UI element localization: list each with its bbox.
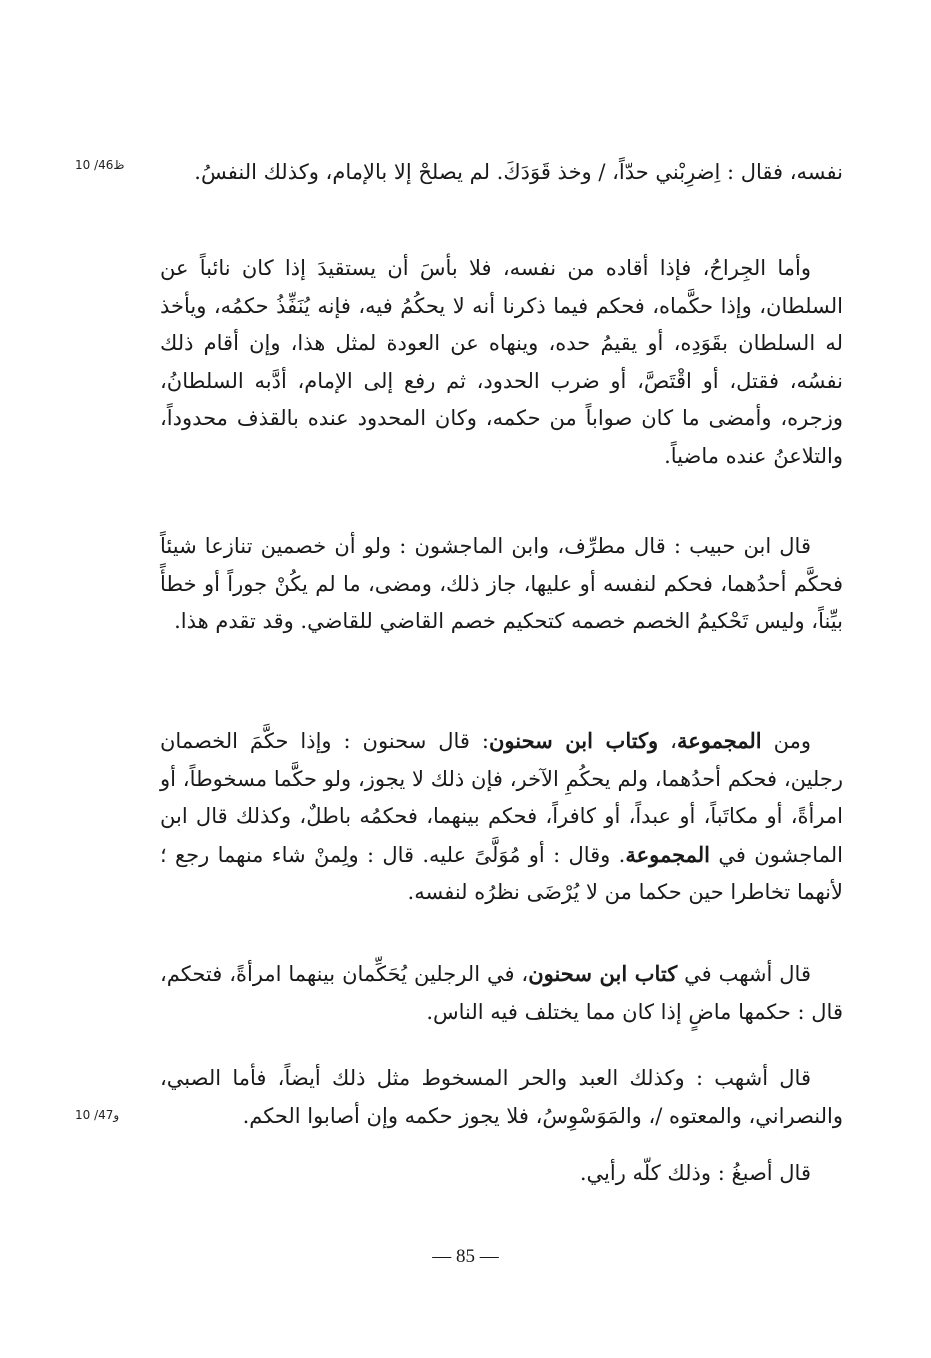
paragraph-6 (160, 1060, 843, 1135)
paragraph-text: نفسه، فقال : اِضرِبْني حدّاً، / وخذ قَوَدَكَ. لم يصلحْ إلا بالإمام، وكذلك النفسُ. (194, 160, 843, 184)
paragraph-1 (160, 154, 843, 192)
book-title: وكتاب ابن سحنون (488, 728, 659, 753)
paragraph-2 (160, 250, 843, 475)
paragraph-text: قال أشهب : وكذلك العبد والحر المسخوط مثل ذلك أيضاً، فأما الصبي، والنصراني، والمعتوه /، والمَوَسْوِسُ، فلا يجوز حكمه وإن أصابوا الحكم. (160, 1066, 843, 1128)
text-run: ، (658, 729, 677, 753)
paragraph-3 (160, 528, 843, 641)
paragraph-5 (160, 955, 843, 1031)
text-run: ومن (761, 729, 811, 753)
folio-note-47: 10 /47و (75, 1108, 120, 1122)
paragraph-text: وأما الجِراحُ، فإذا أقاده من نفسه، فلا بأسَ أن يستقيدَ إذا كان نائباً عن السلطان، وإذا حكَّماه، فحكم فيما ذكرنا أنه لا يحكُمُ فيه، فإنه يُنَفِّذُ حكمُه، ويأخذ له السلطان بقَوَدِه، أو يقيمُ حده، وينهاه عن العودة لمثل هذا، وإن أقام ذلك نفسُه، فقتل، أو اقْتَصَّ، أو ضرب الحدود، ثم رفع إلى الإمام، أدَّبه السلطانُ، وزجره، وأمضى ما كان صواباً من حكمه، وكان المحدود عنده بالقذف محدوداً، والتلاعنُ عنده ماضياً. (160, 256, 843, 468)
book-title: كتاب ابن سحنون (528, 961, 678, 986)
paragraph-text: قال ابن حبيب : قال مطرِّف، وابن الماجشون : ولو أن خصمين تنازعا شيئاً فحكَّم أحدُهما، فحكم لنفسه أو عليها، جاز ذلك، ومضى، ما لم يكُنْ جوراً أو خطأً بيِّناً، وليس تَحْكيمُ الخصم خصمه كتحكيم خصم القاضي للقاضي. وقد تقدم هذا. (160, 534, 843, 633)
paragraph-text (160, 722, 843, 912)
paragraph-7 (160, 1155, 843, 1193)
book-title: المجموعة (676, 728, 762, 753)
paragraph-text: قال أصبغُ : وذلك كلّه رأيي. (579, 1161, 811, 1185)
book-title: المجموعة (625, 841, 711, 867)
paragraph-text (160, 955, 843, 1031)
paragraph-4 (160, 722, 843, 912)
page-number: — 85 — (432, 1246, 499, 1267)
folio-note-46: 10 /46ظ (75, 158, 125, 172)
text-run: قال أشهب في (677, 962, 811, 986)
text-run: . وقال : أو مُوَلَّىً عليه. قال : ولِمنْ شاء منهما رجع ؛ لأنهما تخاطرا حين حكما من لا يُرْضَى نظرُه لنفسه. (160, 842, 843, 904)
text-run: : قال سحنون : وإذا حكَّمَ الخصمان رجلين، فحكم أحدُهما، ولم يحكُمِ الآخر، فإن ذلك لا يجوز، ولو حكَّما مسخوطاً، أو امرأةً، أو مكاتَباً، أو عبداً، أو كافراً، فحكم بينهما، فحكمُه باطلٌ، وكذلك قال ابن الماجشون في (160, 729, 843, 867)
text-run: ، في الرجلين يُحَكِّمان بينهما امرأةً، فتحكم، قال : حكمها ماضٍ إذا كان مما يختلف فيه الناس. (160, 962, 843, 1024)
